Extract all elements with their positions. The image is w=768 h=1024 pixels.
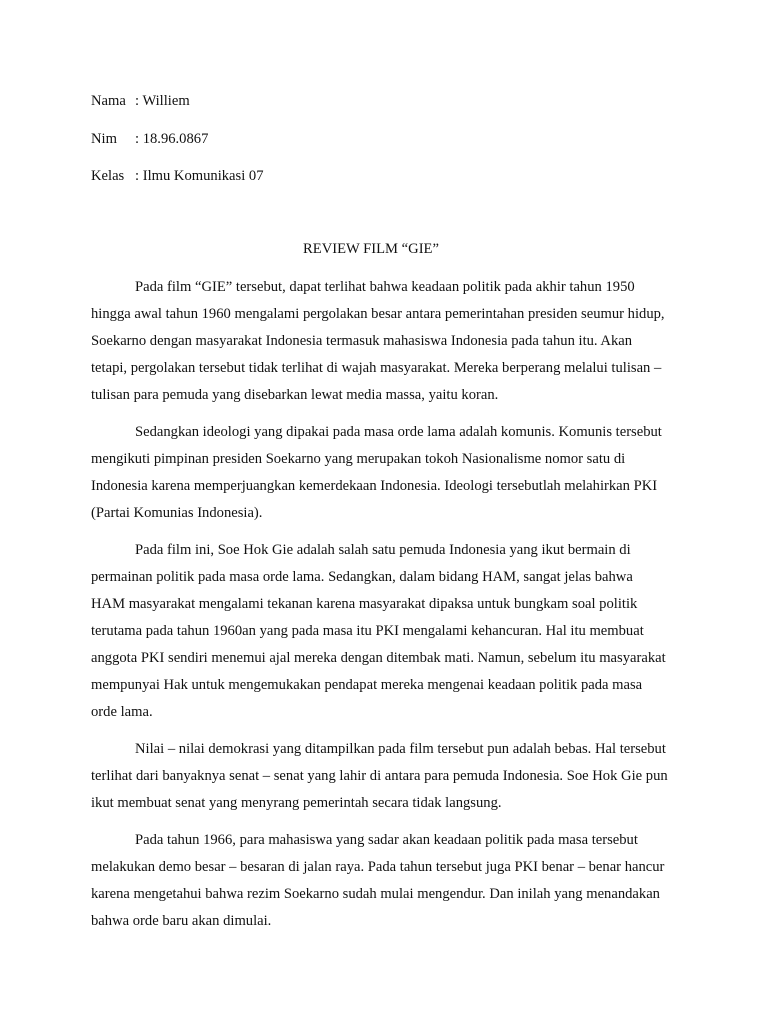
paragraph-2: Sedangkan ideologi yang dipakai pada masa orde lama adalah komunis. Komunis tersebut mengikuti pimpinan presiden Soekarno yang merupakan tokoh Nasionalisme nomor satu di Indonesia karena memperjuangkan kemerdekaan Indonesia. Ideologi tersebutlah melahirkan PKI (Partai Komunias Indonesia).: [91, 424, 662, 521]
kelas-row: [91, 163, 691, 201]
nim-label: Nim: [91, 130, 117, 147]
paragraph-3: Pada film ini, Soe Hok Gie adalah salah satu pemuda Indonesia yang ikut bermain di permainan politik pada masa orde lama. Sedangkan, dalam bidang HAM, sangat jelas bahwa HAM masyarakat mengalami tekanan karena masyarakat dipaksa untuk bungkam soal politik terutama pada tahun 1960an yang pada masa itu PKI mengalami kehancuran. Hal itu membuat anggota PKI sendiri menemui ajal mereka dengan ditembak mati. Namun, sebelum itu masyarakat mempunyai Hak untuk mengemukakan pendapat mereka mengenai keadaan politik pada masa orde lama.: [91, 542, 666, 720]
nim-value: : 18.96.0867: [135, 130, 209, 147]
document-title: REVIEW FILM “GIE”: [303, 241, 439, 257]
name-row: [91, 88, 691, 126]
nim-row: [91, 126, 691, 164]
student-info: [91, 88, 691, 201]
name-label: Nama: [91, 93, 126, 109]
kelas-label: Kelas: [91, 168, 125, 184]
paragraph-4: Nilai – nilai demokrasi yang ditampilkan pada film tersebut pun adalah bebas. Hal tersebut terlihat dari banyaknya senat – senat yang lahir di antara para pemuda Indonesia. Soe Hok Gie pun ikut membuat senat yang menyrang pemerintah secara tidak langsung.: [91, 741, 668, 811]
name-value: : Williem: [135, 93, 190, 109]
kelas-value: : Ilmu Komunikasi 07: [135, 168, 264, 184]
paragraph-5: Pada tahun 1966, para mahasiswa yang sadar akan keadaan politik pada masa tersebut melakukan demo besar – besaran di jalan raya. Pada tahun tersebut juga PKI benar – benar hancur karena mengetahui bahwa rezim Soekarno sudah mulai mengendur. Dan inilah yang menandakan bahwa orde baru akan dimulai.: [91, 832, 665, 929]
paragraph-1: Pada film “GIE” tersebut, dapat terlihat bahwa keadaan politik pada akhir tahun 1950 hingga awal tahun 1960 mengalami pergolakan besar antara pemerintahan presiden seumur hidup, Soekarno dengan masyarakat Indonesia termasuk mahasiswa Indonesia pada tahun itu. Akan tetapi, pergolakan tersebut tidak terlihat di wajah masyarakat. Mereka berperang melalui tulisan – tulisan para pemuda yang disebarkan lewat media massa, yaitu koran.: [91, 279, 665, 403]
document-body: [91, 274, 669, 945]
